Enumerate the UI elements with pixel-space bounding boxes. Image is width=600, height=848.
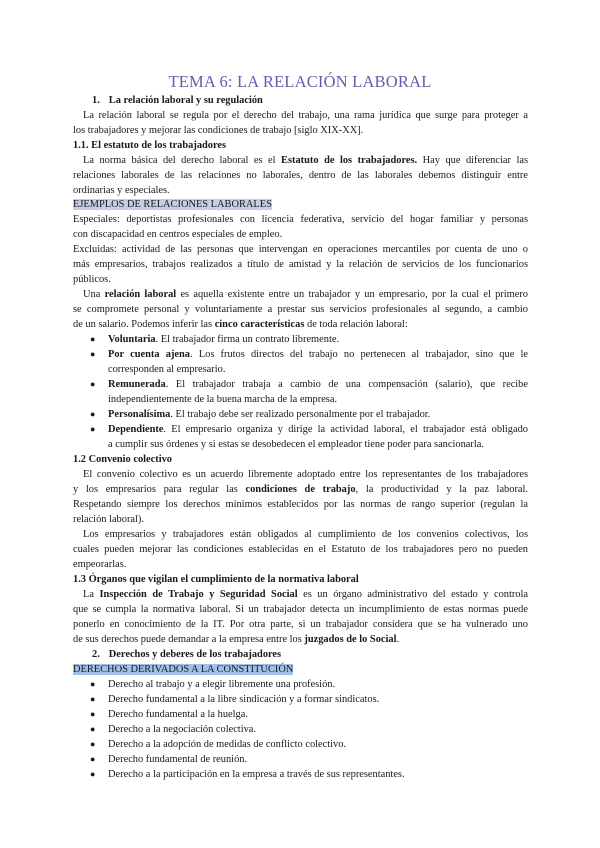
ejemplos-especiales-1: Especiales: deportistas profesionales con licencia federativa, servicio del hogar familiar y personas xyxy=(73,214,528,225)
section-1-number: 1. xyxy=(92,95,100,106)
derecho-item: Derecho fundamental a la libre sindicación y a formar sindicatos. xyxy=(108,694,380,705)
s1-line-1: La relación laboral se regula por el derecho del trabajo, una rama jurídica que surge para proteger a xyxy=(83,110,528,121)
s13-line-4: de sus derechos puede demandar a la empresa entre los juzgados de lo Social. xyxy=(73,634,400,645)
s12-line-3: Respetando siempre los derechos mínimos establecidos por las normas de rango superior (regulan la xyxy=(73,499,528,510)
derecho-item: Derecho fundamental de reunión. xyxy=(108,754,248,765)
ejemplos-excluidas-1: Excluidas: actividad de las personas que intervengan en operaciones mercantiles por cuenta de uno o xyxy=(73,244,528,255)
caracteristica-dependiente: Dependiente. El empresario organiza y dirige la actividad laboral, el trabajador está obligado xyxy=(108,424,528,435)
bullet-icon: ● xyxy=(90,679,96,689)
s11-line-3: ordinarias y especiales. xyxy=(73,185,170,196)
relacion-line-3: de un salario. Podemos inferir las cinco características de toda relación laboral: xyxy=(73,319,408,330)
derecho-item: Derecho a la adopción de medidas de conflicto colectivo. xyxy=(108,739,347,750)
s13-line-2: que se cumpla la normativa laboral. Si un trabajador detecta un incumplimiento de estas normas puede xyxy=(73,604,528,615)
section-1-title: La relación laboral y su regulación xyxy=(108,95,263,106)
section-1-heading xyxy=(92,93,547,109)
s11-line-1: La norma básica del derecho laboral es el Estatuto de los trabajadores. Hay que diferenciar las xyxy=(83,155,528,166)
bullet-icon: ● xyxy=(90,754,96,764)
bullet-icon: ● xyxy=(90,739,96,749)
section-1-2-heading: 1.2 Convenio colectivo xyxy=(73,454,172,465)
bullet-icon: ● xyxy=(90,379,96,389)
s11-line-2: relaciones laborales de las relaciones no laborales, dentro de las laborales debemos distinguir entre xyxy=(73,170,528,181)
caracteristica-remunerada-2: independientemente de la buena marcha de la empresa. xyxy=(108,394,338,405)
caracteristica-personalisima: Personalísima. El trabajo debe ser realizado personalmente por el trabajador. xyxy=(108,409,431,420)
bullet-icon: ● xyxy=(90,694,96,704)
s12-line-6: cuales pueden mejorar las condiciones establecidas en el Estatuto de los trabajadores pero no pueden xyxy=(73,544,528,555)
ejemplos-excluidas-2: más empresarios, trabajos realizados a título de amistad y la relación de servicios de los funcionarios xyxy=(73,259,528,270)
bullet-icon: ● xyxy=(90,769,96,779)
s12-line-1: El convenio colectivo es un acuerdo libremente adoptado entre los representantes de los trabajadores xyxy=(83,469,528,480)
ejemplos-heading: EJEMPLOS DE RELACIONES LABORALES xyxy=(73,199,272,210)
caracteristica-dependiente-2: a cumplir sus órdenes y si estas se desobedecen el empleador tiene poder para sancionarla. xyxy=(108,439,484,450)
page-title: TEMA 6: LA RELACIÓN LABORAL xyxy=(168,72,432,91)
s12-line-7: empeorarlas. xyxy=(73,559,127,570)
ejemplos-excluidas-3: públicos. xyxy=(73,274,111,285)
section-2-heading: 2. Derechos y deberes de los trabajadores xyxy=(92,649,282,660)
section-1-1-heading: 1.1. El estatuto de los trabajadores xyxy=(73,140,227,151)
derecho-item: Derecho fundamental a la huelga. xyxy=(108,709,248,720)
ejemplos-especiales-2: con discapacidad en centros especiales de empleo. xyxy=(73,229,283,240)
s13-line-1: La Inspección de Trabajo y Seguridad Social es un órgano administrativo del estado y controla xyxy=(83,589,528,600)
relacion-line-2: se compromete personal y voluntariamente a prestar sus servicios profesionales al segundo, a cambio xyxy=(73,304,528,315)
derecho-item: Derecho a la negociación colectiva. xyxy=(108,724,256,735)
s1-line-2: los trabajadores y mejorar las condiciones de trabajo [siglo XIX-XX]. xyxy=(73,125,364,136)
bullet-icon: ● xyxy=(90,709,96,719)
s13-line-3: ponerlo en conocimiento de la IT. Por otra parte, si un trabajador considera que se ha vulnerado uno xyxy=(73,619,528,630)
bullet-icon: ● xyxy=(90,409,96,419)
bullet-icon: ● xyxy=(90,424,96,434)
caracteristica-cuenta-ajena: Por cuenta ajena. Los frutos directos del trabajo no pertenecen al trabajador, sino que le xyxy=(108,349,528,360)
s12-line-4: relación laboral). xyxy=(73,514,144,525)
derecho-item: Derecho al trabajo y a elegir libremente una profesión. xyxy=(108,679,336,690)
bullet-icon: ● xyxy=(90,349,96,359)
relacion-line-1: Una relación laboral es aquella existente entre un trabajador y un empresario, por la cual el primero xyxy=(83,289,528,300)
derechos-constitucion-heading: DERECHOS DERIVADOS A LA CONSTITUCIÓN xyxy=(73,664,294,675)
caracteristica-cuenta-ajena-2: corresponden al empresario. xyxy=(108,364,226,375)
s12-line-5: Los empresarios y trabajadores están obligados al cumplimiento de los convenios colectivos, los xyxy=(83,529,528,540)
section-1-3-heading: 1.3 Órganos que vigilan el cumplimiento de la normativa laboral xyxy=(73,574,359,585)
bullet-icon: ● xyxy=(90,724,96,734)
caracteristica-voluntaria: Voluntaria. El trabajador firma un contrato libremente. xyxy=(108,334,340,345)
bullet-icon: ● xyxy=(90,334,96,344)
s12-line-2: y los empresarios para regular las condiciones de trabajo, la productividad y la paz laboral. xyxy=(73,484,529,495)
caracteristica-remunerada: Remunerada. El trabajador trabaja a cambio de una compensación (salario), que recibe xyxy=(108,379,528,390)
derecho-item: Derecho a la participación en la empresa a través de sus representantes. xyxy=(108,769,405,780)
